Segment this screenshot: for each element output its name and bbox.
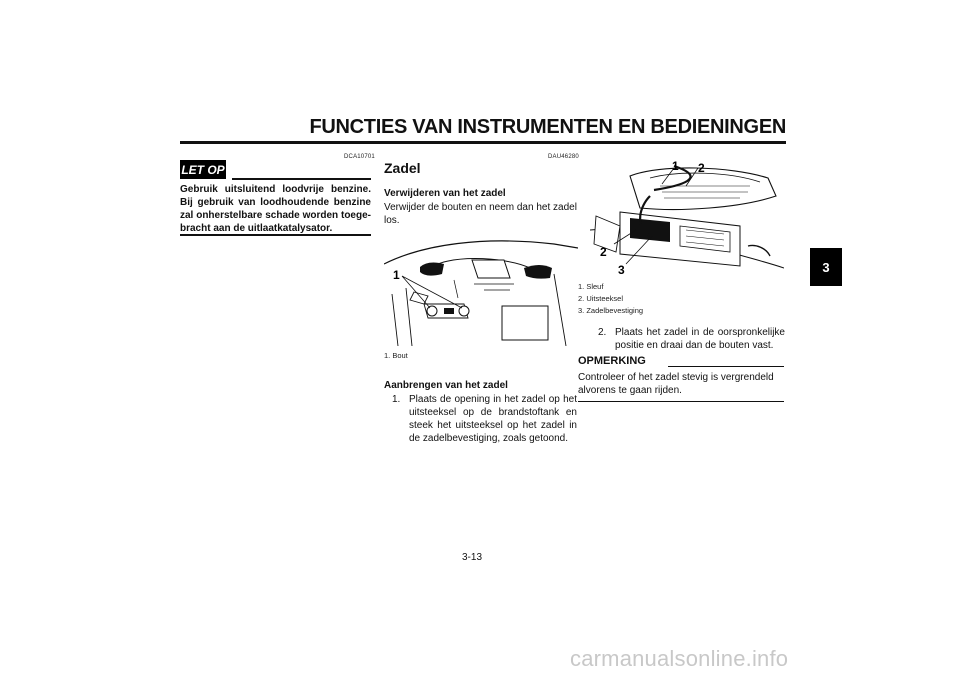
note-heading: OPMERKING	[578, 355, 646, 367]
caution-text: Gebruik uitsluitend loodvrije benzine. Bij gebruik van loodhoudende benzine zal onherstelbare schade worden toege-bracht aan de uitlaatkatalysator.	[180, 184, 371, 234]
figure-seat-bolt-illustration	[384, 234, 578, 346]
figure1-legend: 1. Bout	[384, 351, 408, 360]
figure2-legend-2: 2. Uitsteeksel	[578, 294, 624, 303]
caution-divider	[232, 178, 371, 180]
figure-seat-mount	[590, 156, 784, 278]
note-divider	[668, 366, 784, 367]
figure-seat-mount-callout-3: 3	[618, 263, 625, 277]
section-title: Zadel	[384, 160, 421, 176]
page-header-title: FUNCTIES VAN INSTRUMENTEN EN BEDIENINGEN	[309, 116, 786, 138]
figure-seat-bolt	[384, 234, 578, 346]
figure-seat-mount-illustration	[590, 156, 784, 278]
step2-text: Plaats het zadel in de oorspronkelijke positie en draai dan de bouten vast.	[615, 327, 785, 351]
header-rule	[180, 141, 786, 144]
figure-seat-mount-callout-1: 1	[672, 159, 679, 173]
section-code: DAU46280	[548, 154, 579, 160]
remove-heading: Verwijderen van het zadel	[384, 188, 506, 199]
note-text: Controleer of het zadel stevig is vergrendeld alvorens te gaan rijden.	[578, 372, 774, 396]
caution-code: DCA10701	[344, 154, 375, 160]
watermark: carmanualsonline.info	[570, 646, 789, 671]
remove-text: Verwijder de bouten en neem dan het zadel los.	[384, 202, 577, 226]
step1-text: Plaats de opening in het zadel op het uitsteeksel op de brandstoftank en steek het uitsteeksel op het zadel in de zadelbevestiging, zoals getoond.	[409, 394, 577, 444]
chapter-tab: 3	[810, 248, 842, 286]
note-bottom-rule	[578, 401, 784, 402]
install-heading: Aanbrengen van het zadel	[384, 380, 508, 391]
step1-number: 1.	[392, 394, 401, 405]
figure2-legend-3: 3. Zadelbevestiging	[578, 306, 644, 315]
figure-seat-bolt-callout: 1	[393, 268, 400, 282]
step2-number: 2.	[598, 327, 607, 338]
page-number: 3-13	[462, 552, 483, 563]
figure-seat-mount-callout-2b: 2	[600, 245, 607, 259]
caution-bottom-rule	[180, 234, 371, 236]
figure2-legend-1: 1. Sleuf	[578, 282, 604, 291]
caution-badge: LET OP	[180, 160, 226, 179]
figure-seat-mount-callout-2a: 2	[698, 161, 705, 175]
